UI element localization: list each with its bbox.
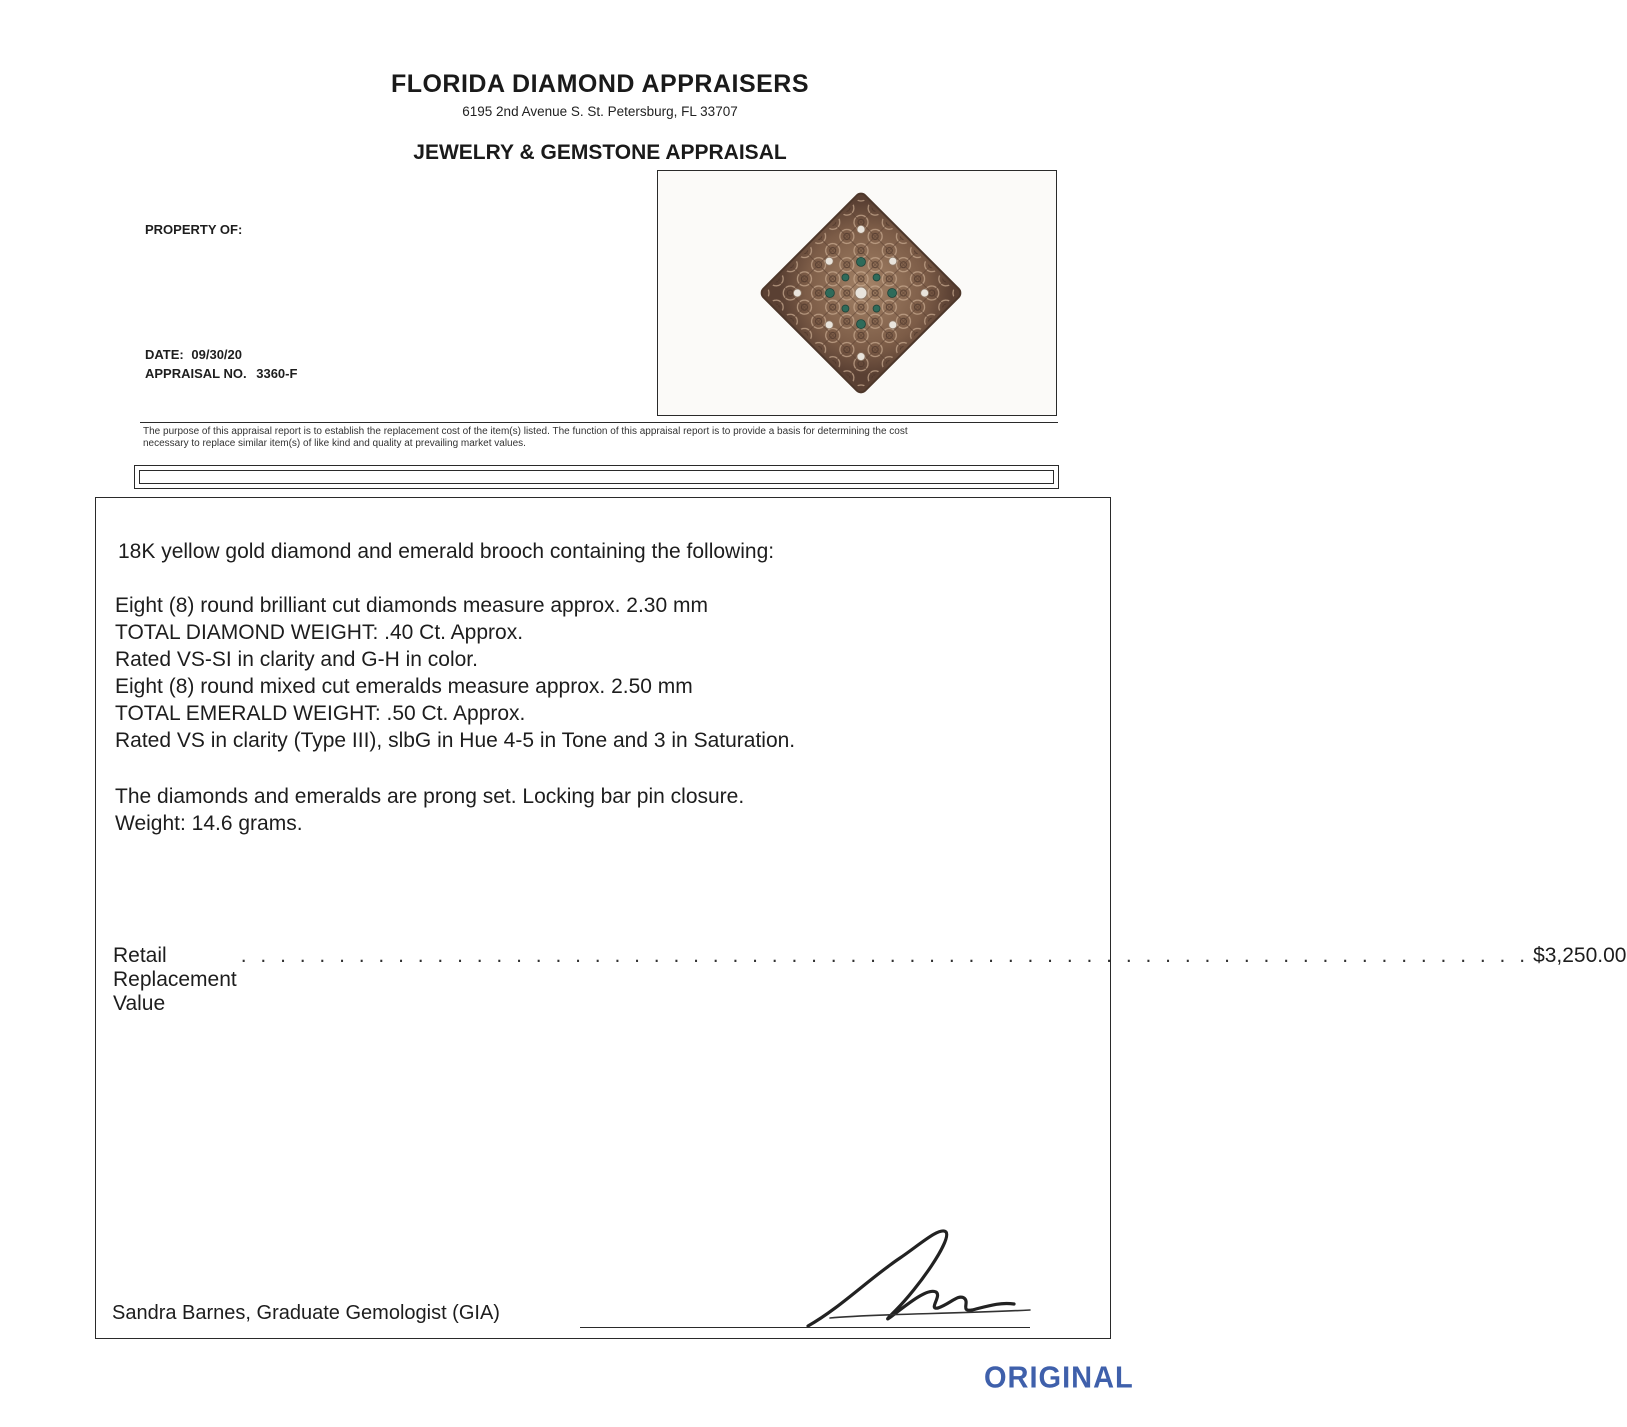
description-intro: 18K yellow gold diamond and emerald brooch containing the following: [118,540,775,563]
retail-value-amount: $3,250.00 [1533,944,1627,967]
divider-bar-inner [139,470,1054,484]
date-value: 09/30/20 [191,347,242,362]
date-row [145,347,242,362]
stone-line: Eight (8) round mixed cut emeralds measure approx. 2.50 mm [115,675,693,698]
setting-line: The diamonds and emeralds are prong set. Locking bar pin closure. [115,785,745,808]
purpose-line-1: The purpose of this appraisal report is to establish the replacement cost of the item(s) listed. The function of this appraisal report is to provide a basis for determining the cost [143,426,908,437]
stone-line: TOTAL DIAMOND WEIGHT: .40 Ct. Approx. [115,621,524,644]
company-name: FLORIDA DIAMOND APPRAISERS [390,70,810,98]
item-photo [657,170,1057,416]
stone-line: TOTAL EMERALD WEIGHT: .50 Ct. Approx. [115,702,526,725]
stone-line: Rated VS in clarity (Type III), slbG in Hue 4-5 in Tone and 3 in Saturation. [115,729,796,752]
brooch-image [658,171,1056,415]
original-stamp: ORIGINAL [984,1361,1134,1395]
appraisal-number-label: APPRAISAL NO. [145,366,247,381]
date-label: DATE: [145,347,184,362]
appraisal-number-row [145,366,297,381]
purpose-statement [143,426,1058,450]
setting-details [115,783,744,837]
dot-leader: . . . . . . . . . . . . . . . . . . . . . . . . . . . . . . . . . . . . . . . . . . . . . . . . . . . . . . . . . . . . . . . . . . [240,944,1530,967]
setting-line: Weight: 14.6 grams. [115,812,303,835]
stone-details [115,592,795,754]
stone-line: Eight (8) round brilliant cut diamonds measure approx. 2.30 mm [115,594,708,617]
retail-value-row [113,944,1627,1015]
purpose-line-2: necessary to replace similar item(s) of like kind and quality at prevailing market values. [143,438,526,449]
retail-value-label: Retail Replacement Value [113,944,237,1015]
appraiser-name: Sandra Barnes, Graduate Gemologist (GIA) [112,1302,500,1324]
appraisal-number-value: 3360-F [256,366,298,381]
company-address: 6195 2nd Avenue S. St. Petersburg, FL 33707 [462,104,738,119]
handwritten-signature [800,1218,1040,1338]
stone-line: Rated VS-SI in clarity and G-H in color. [115,648,478,671]
purpose-rule [140,422,1058,423]
property-of-label: PROPERTY OF: [145,222,243,237]
report-title: JEWELRY & GEMSTONE APPRAISAL [413,141,787,164]
